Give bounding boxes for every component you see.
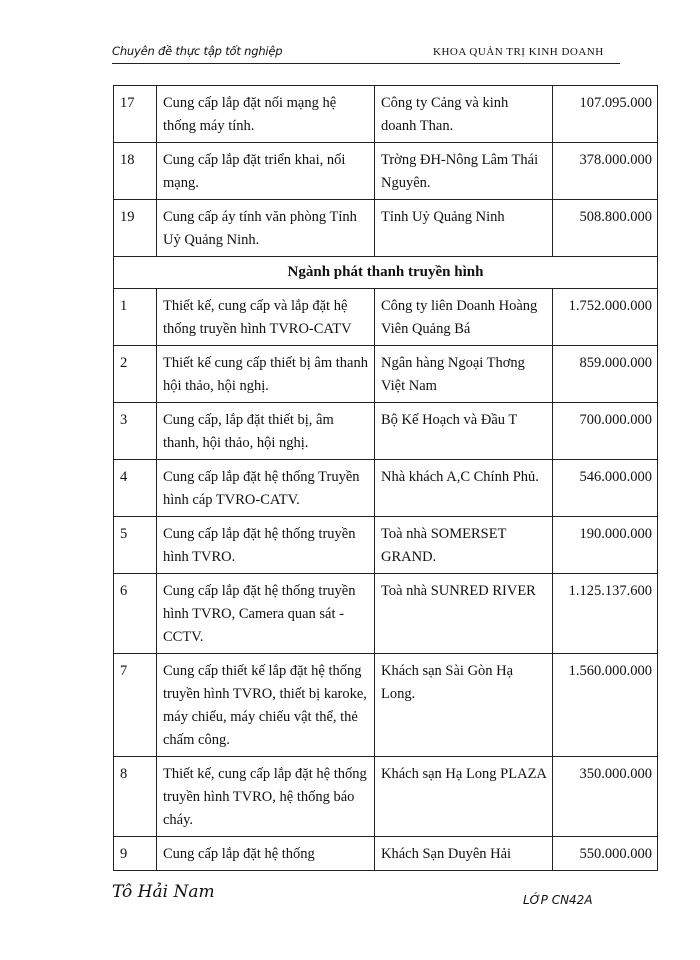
row-value: 700.000.000 <box>553 403 658 460</box>
row-value: 1.125.137.600 <box>553 574 658 654</box>
row-number: 18 <box>114 143 157 200</box>
table-row <box>114 346 658 403</box>
row-number: 5 <box>114 517 157 574</box>
row-content: Cung cấp lắp đặt nối mạng hệ thống máy tính. <box>157 86 375 143</box>
author-name: Tô Hải Nam <box>112 882 215 902</box>
row-number: 7 <box>114 654 157 757</box>
row-content: Thiết kế cung cấp thiết bị âm thanh hội thảo, hội nghị. <box>157 346 375 403</box>
table-row <box>114 757 658 837</box>
row-value: 350.000.000 <box>553 757 658 837</box>
row-number: 8 <box>114 757 157 837</box>
row-content: Cung cấp thiết kế lắp đặt hệ thống truyền hình TVRO, thiết bị karoke, máy chiếu, máy chiếu vật thể, thẻ chấm công. <box>157 654 375 757</box>
row-value: 859.000.000 <box>553 346 658 403</box>
row-client: Trờng ĐH-Nông Lâm Thái Nguyên. <box>375 143 553 200</box>
section-title: Ngành phát thanh truyền hình <box>114 257 658 289</box>
row-value: 378.000.000 <box>553 143 658 200</box>
row-client: Khách Sạn Duyên Hải <box>375 837 553 871</box>
row-client: Công ty Cảng và kinh doanh Than. <box>375 86 553 143</box>
table-row <box>114 460 658 517</box>
row-number: 2 <box>114 346 157 403</box>
row-number: 1 <box>114 289 157 346</box>
row-content: Cung cấp lắp đặt hệ thống truyền hình TVRO, Camera quan sát - CCTV. <box>157 574 375 654</box>
row-content: Cung cấp lắp đặt hệ thống truyền hình TVRO. <box>157 517 375 574</box>
row-number: 17 <box>114 86 157 143</box>
row-content: Thiết kế, cung cấp lắp đặt hệ thống truyền hình TVRO, hệ thống báo cháy. <box>157 757 375 837</box>
row-client: Toà nhà SOMERSET GRAND. <box>375 517 553 574</box>
header-divider <box>112 63 620 64</box>
row-client: Toà nhà SUNRED RIVER <box>375 574 553 654</box>
row-content: Cung cấp lắp đặt hệ thống Truyền hình cáp TVRO-CATV. <box>157 460 375 517</box>
table-row <box>114 654 658 757</box>
row-value: 550.000.000 <box>553 837 658 871</box>
row-number: 3 <box>114 403 157 460</box>
row-content: Cung cấp, lắp đặt thiết bị, âm thanh, hội thảo, hội nghị. <box>157 403 375 460</box>
section-header-row <box>114 257 658 289</box>
row-value: 546.000.000 <box>553 460 658 517</box>
row-client: Bộ Kế Hoạch và Đầu T <box>375 403 553 460</box>
row-content: Thiết kế, cung cấp và lắp đặt hệ thống truyền hình TVRO-CATV <box>157 289 375 346</box>
row-value: 107.095.000 <box>553 86 658 143</box>
row-value: 1.752.000.000 <box>553 289 658 346</box>
row-number: 9 <box>114 837 157 871</box>
table-row <box>114 574 658 654</box>
row-client: Khách sạn Hạ Long PLAZA <box>375 757 553 837</box>
row-number: 19 <box>114 200 157 257</box>
row-content: Cung cấp lắp đặt hệ thống <box>157 837 375 871</box>
row-number: 6 <box>114 574 157 654</box>
row-number: 4 <box>114 460 157 517</box>
row-value: 1.560.000.000 <box>553 654 658 757</box>
row-value: 190.000.000 <box>553 517 658 574</box>
project-table <box>113 85 658 871</box>
row-client: Tỉnh Uỷ Quảng Ninh <box>375 200 553 257</box>
table-row <box>114 200 658 257</box>
header-right-title: KHOA QUẢN TRỊ KINH DOANH <box>433 46 604 58</box>
table-row <box>114 837 658 871</box>
row-client: Khách sạn Sài Gòn Hạ Long. <box>375 654 553 757</box>
table-row <box>114 86 658 143</box>
row-value: 508.800.000 <box>553 200 658 257</box>
table-row <box>114 289 658 346</box>
row-content: Cung cấp lắp đặt triển khai, nối mạng. <box>157 143 375 200</box>
table-row <box>114 403 658 460</box>
class-label: LỚP CN42A <box>523 893 593 907</box>
row-client: Công ty liên Doanh Hoàng Viên Quảng Bá <box>375 289 553 346</box>
table-row <box>114 517 658 574</box>
row-content: Cung cấp áy tính văn phòng Tỉnh Uỷ Quảng Ninh. <box>157 200 375 257</box>
header-left-title: Chuyên đề thực tập tốt nghiệp <box>112 44 283 58</box>
row-client: Ngân hàng Ngoại Thơng Việt Nam <box>375 346 553 403</box>
row-client: Nhà khách A,C Chính Phủ. <box>375 460 553 517</box>
table-row <box>114 143 658 200</box>
